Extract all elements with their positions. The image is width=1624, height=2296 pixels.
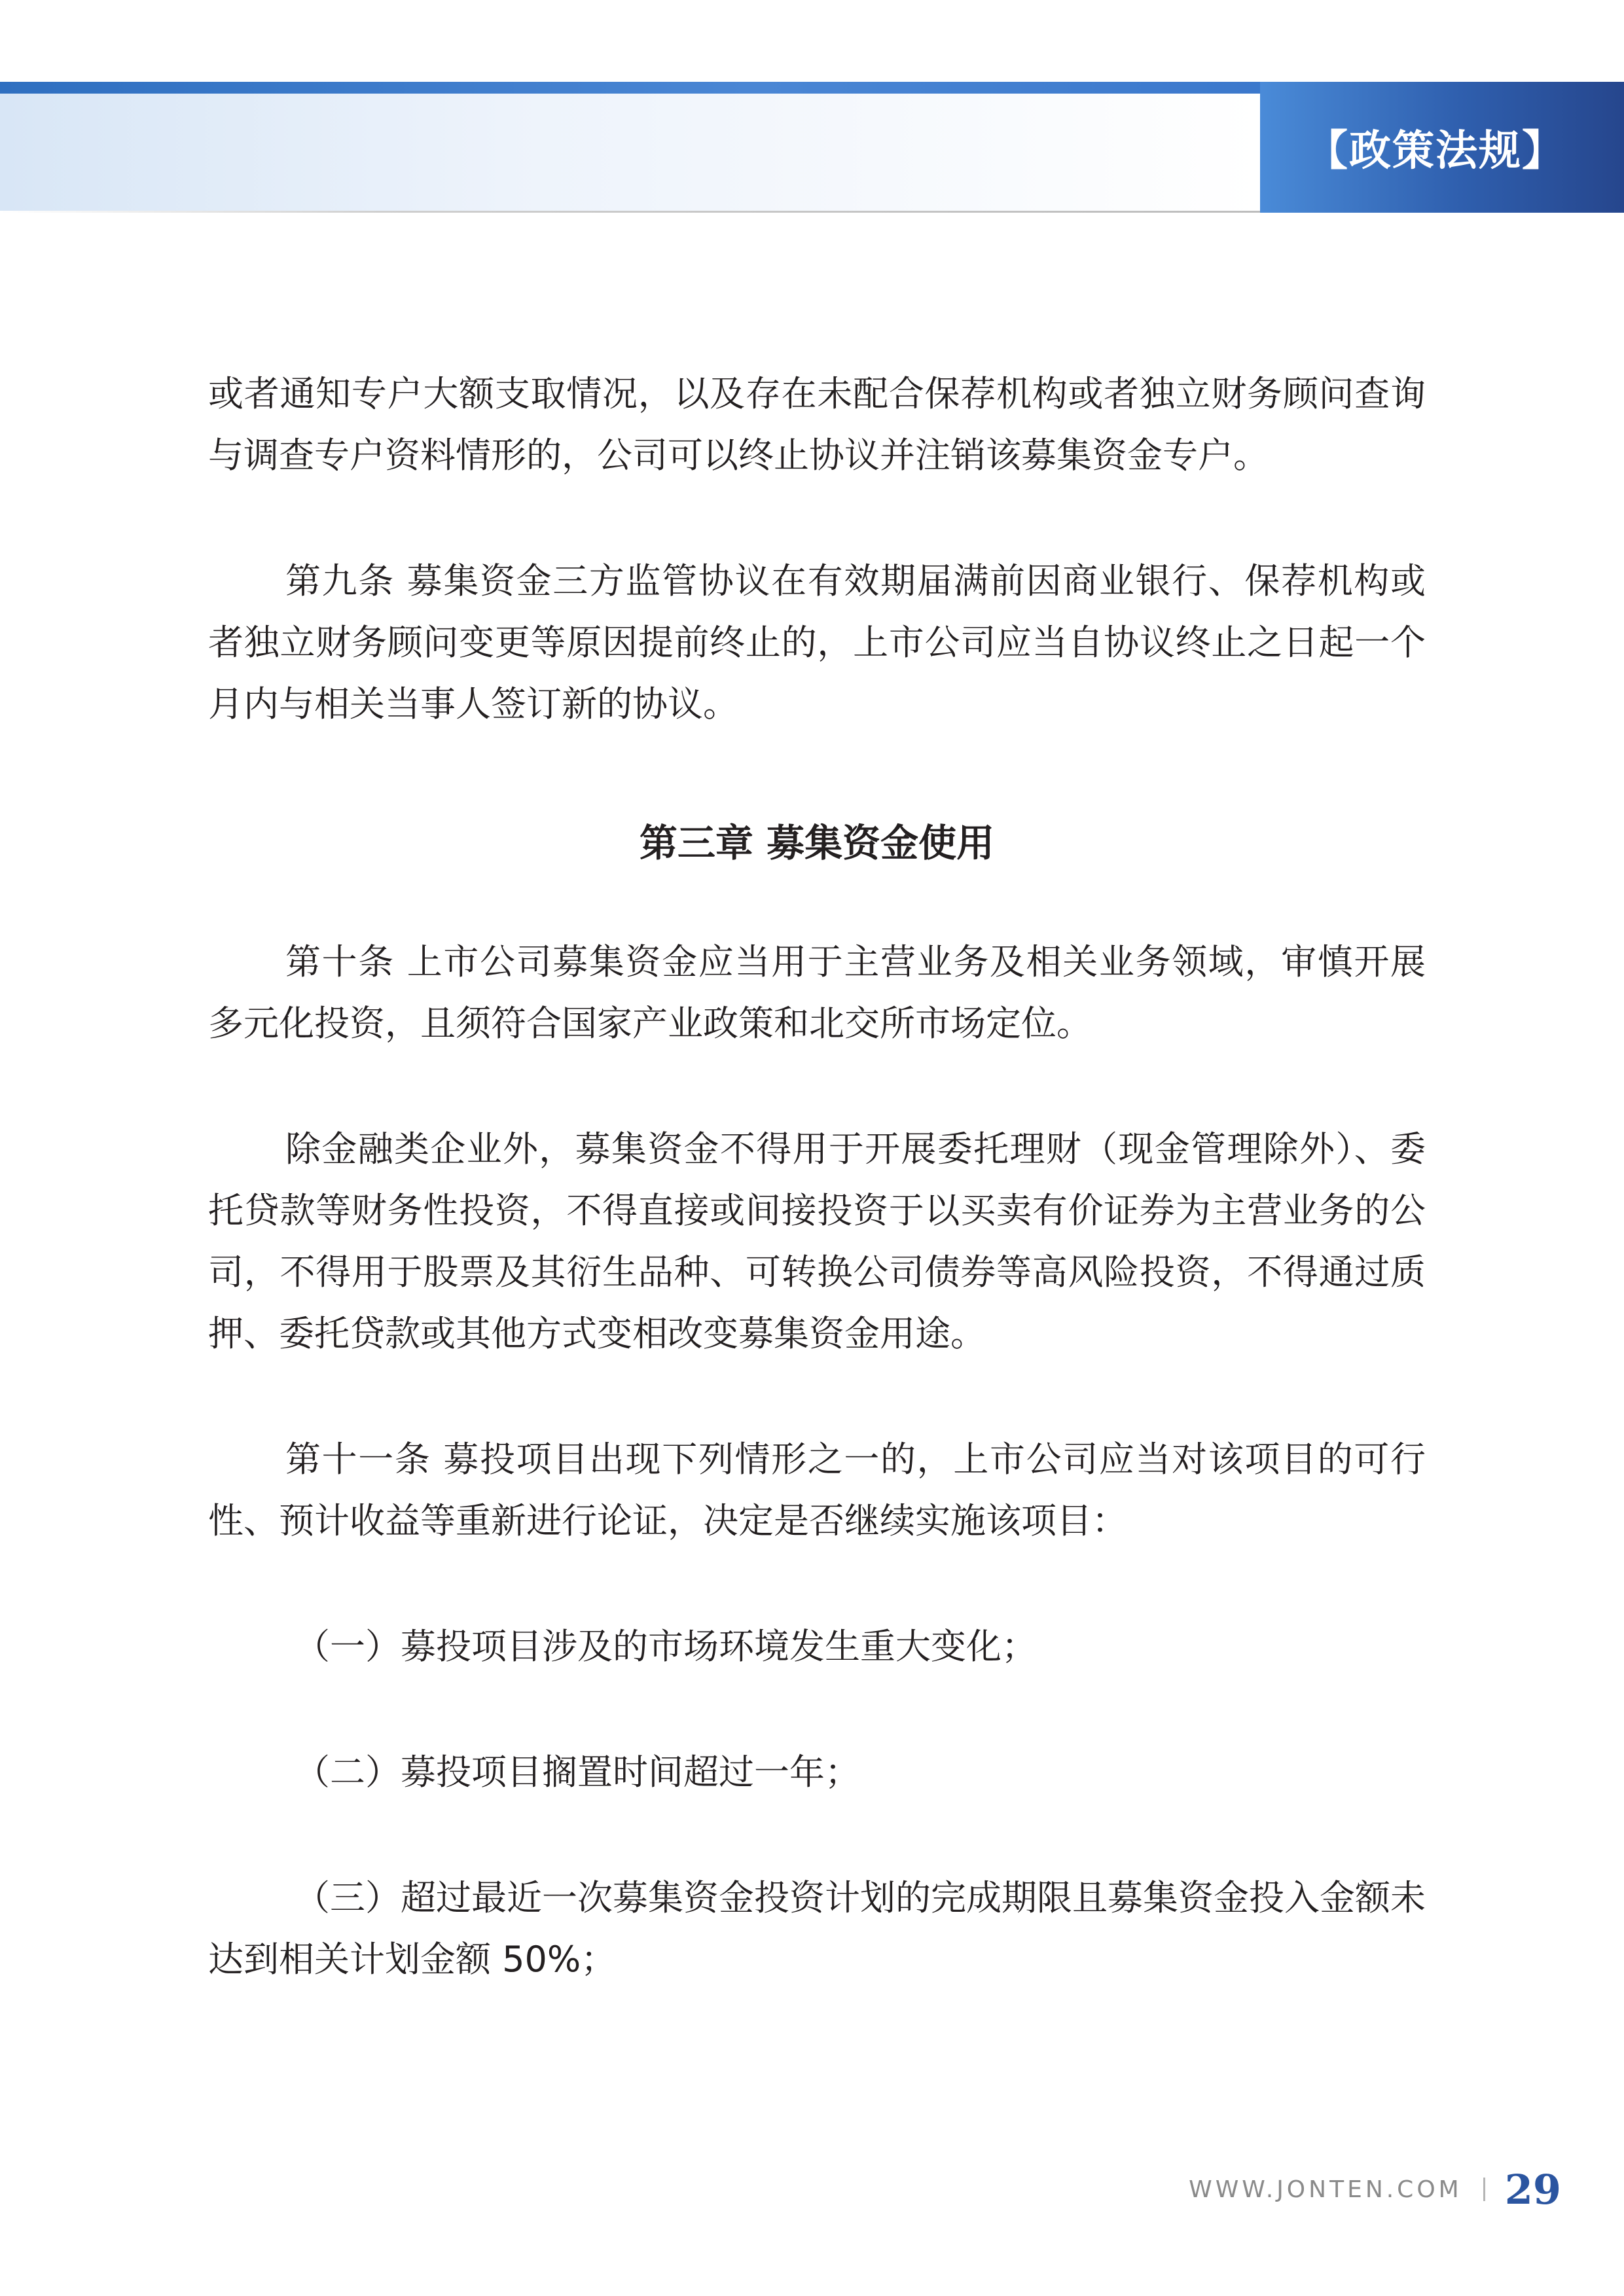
page-number: 29 xyxy=(1504,2165,1561,2214)
list-item-2: （二）募投项目搁置时间超过一年； xyxy=(295,1751,860,1793)
page-footer xyxy=(1189,2163,1561,2215)
article-11: 第十一条 募投项目出现下列情形之一的，上市公司应当对该项目的可行性、预计收益等重新进行论证，决定是否继续实施该项目： xyxy=(208,1439,1426,1541)
document-body xyxy=(208,363,1426,2054)
paragraph-continuation: 或者通知专户大额支取情况，以及存在未配合保荐机构或者独立财务顾问查询与调查专户资料情形的，公司可以终止协议并注销该募集资金专户。 xyxy=(208,373,1426,476)
section-tab xyxy=(1260,82,1624,213)
chapter-title: 第三章 募集资金使用 xyxy=(639,821,995,865)
section-tag: 【政策法规】 xyxy=(1306,126,1565,175)
article-10: 第十条 上市公司募集资金应当用于主营业务及相关业务领域，审慎开展多元化投资，且须符合国家产业政策和北交所市场定位。 xyxy=(208,941,1426,1044)
list-item-3: （三）超过最近一次募集资金投资计划的完成期限且募集资金投入金额未达到相关计划金额 50%； xyxy=(208,1877,1426,1980)
header-gradient-band xyxy=(0,94,1260,213)
article-9: 第九条 募集资金三方监管协议在有效期届满前因商业银行、保荐机构或者独立财务顾问变更等原因提前终止的，上市公司应当自协议终止之日起一个月内与相关当事人签订新的协议。 xyxy=(208,560,1426,725)
article-10-paragraph-2: 除金融类企业外，募集资金不得用于开展委托理财（现金管理除外）、委托贷款等财务性投资，不得直接或间接投资于以买卖有价证券为主营业务的公司，不得用于股票及其衍生品种、可转换公司债券等高风险投资，不得通过质押、委托贷款或其他方式变相改变募集资金用途。 xyxy=(208,1128,1426,1354)
website-url: WWW.JONTEN.COM xyxy=(1189,2176,1462,2203)
list-item-1: （一）募投项目涉及的市场环境发生重大变化； xyxy=(295,1626,1037,1667)
header-accent-line xyxy=(0,82,1260,94)
footer-separator xyxy=(1483,2178,1485,2201)
page-header xyxy=(0,82,1624,213)
header-divider xyxy=(0,211,1260,213)
